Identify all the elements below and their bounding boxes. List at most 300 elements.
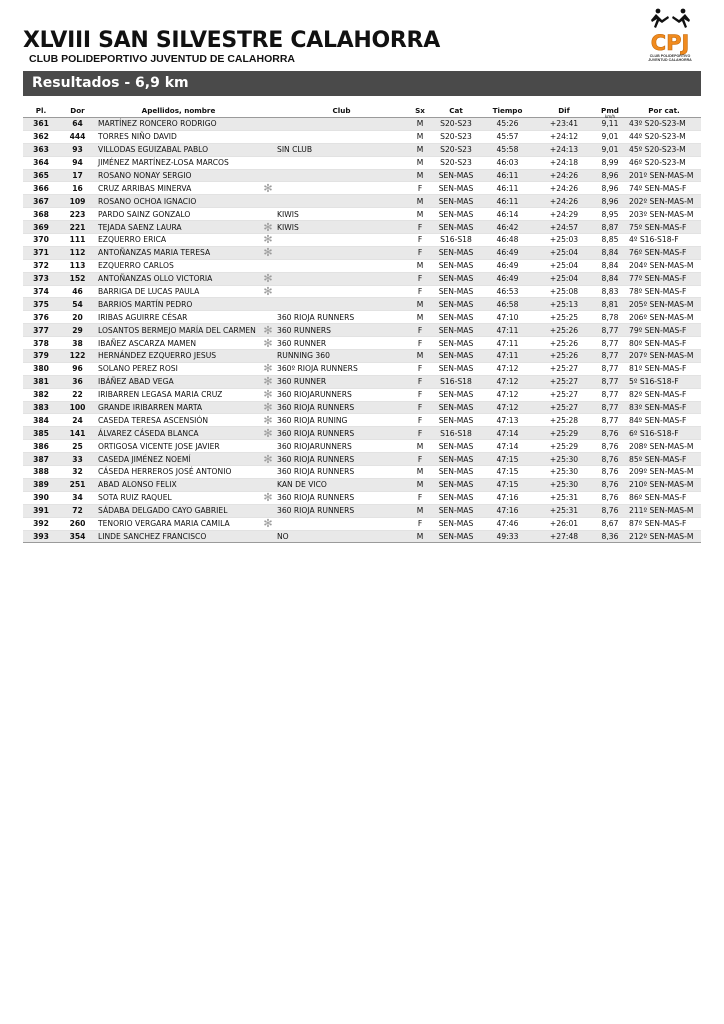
cell-porcat: 207º SEN-MAS-M (627, 350, 701, 363)
cell-name: TEJADA SAENZ LAURA (96, 221, 261, 234)
cell-club: 360 RIOJA RUNNERS (275, 311, 408, 324)
female-star-icon (261, 350, 275, 363)
female-star-icon: ✻ (261, 453, 275, 466)
cell-pmd: 8,76 (593, 504, 627, 517)
cell-tiempo: 46:53 (480, 285, 535, 298)
cell-sx: M (408, 530, 432, 543)
cell-pmd: 8,83 (593, 285, 627, 298)
cell-dor: 354 (59, 530, 96, 543)
logo-caption: CLUB POLIDEPORTIVO JUVENTUD CALAHORRA (648, 54, 692, 62)
cell-porcat: 209º SEN-MAS-M (627, 466, 701, 479)
cell-cat: S16-S18 (432, 375, 480, 388)
cell-porcat: 85º SEN-MAS-F (627, 453, 701, 466)
cell-club: KIWIS (275, 208, 408, 221)
cell-dif: +24:29 (535, 208, 593, 221)
cell-tiempo: 47:12 (480, 375, 535, 388)
cell-club: KIWIS (275, 221, 408, 234)
cell-pmd: 8,76 (593, 478, 627, 491)
cell-sx: M (408, 208, 432, 221)
cell-porcat: 210º SEN-MAS-M (627, 478, 701, 491)
cell-porcat: 5º S16-S18-F (627, 375, 701, 388)
cell-tiempo: 46:49 (480, 259, 535, 272)
cell-dor: 34 (59, 491, 96, 504)
cell-pl: 370 (23, 234, 59, 247)
cell-club: 360 RIOJARUNNERS (275, 388, 408, 401)
cell-pl: 382 (23, 388, 59, 401)
cell-club: 360º RIOJA RUNNERS (275, 362, 408, 375)
col-header-star (261, 104, 275, 118)
col-header-porcat: Por cat. (627, 104, 701, 118)
cell-dif: +25:30 (535, 478, 593, 491)
cell-pl: 362 (23, 130, 59, 143)
cell-club (275, 234, 408, 247)
cell-dor: 444 (59, 130, 96, 143)
cell-pl: 388 (23, 466, 59, 479)
cell-pl: 384 (23, 414, 59, 427)
cell-dor: 20 (59, 311, 96, 324)
cell-porcat: 211º SEN-MAS-M (627, 504, 701, 517)
cell-dor: 223 (59, 208, 96, 221)
female-star-icon (261, 208, 275, 221)
cell-cat: S20-S23 (432, 143, 480, 156)
cell-pmd: 8,77 (593, 337, 627, 350)
cell-pmd: 8,76 (593, 466, 627, 479)
female-star-icon (261, 311, 275, 324)
table-row (23, 440, 701, 453)
cell-name: JIMÉNEZ MARTÍNEZ-LOSA MARCOS (96, 156, 261, 169)
cell-tiempo: 45:57 (480, 130, 535, 143)
cell-sx: M (408, 298, 432, 311)
cell-club: 360 RUNNERS (275, 324, 408, 337)
table-row (23, 259, 701, 272)
cell-pl: 364 (23, 156, 59, 169)
cell-name: SOLANO PEREZ ROSI (96, 362, 261, 375)
cell-club (275, 298, 408, 311)
cell-sx: M (408, 143, 432, 156)
table-row (23, 350, 701, 363)
cell-porcat: 75º SEN-MAS-F (627, 221, 701, 234)
female-star-icon (261, 143, 275, 156)
cell-sx: F (408, 517, 432, 530)
cell-name: LINDE SANCHEZ FRANCISCO (96, 530, 261, 543)
cell-dif: +25:28 (535, 414, 593, 427)
runners-icon (651, 9, 690, 28)
cell-porcat: 202º SEN-MAS-M (627, 195, 701, 208)
cell-pmd: 8,36 (593, 530, 627, 543)
cell-cat: SEN-MAS (432, 478, 480, 491)
results-banner-title: Resultados - 6,9 km (32, 75, 189, 91)
female-star-icon: ✻ (261, 324, 275, 337)
cell-name: ÁLVAREZ CÁSEDA BLANCA (96, 427, 261, 440)
cell-cat: SEN-MAS (432, 388, 480, 401)
cell-sx: F (408, 182, 432, 195)
cell-dor: 112 (59, 246, 96, 259)
cell-pl: 363 (23, 143, 59, 156)
cell-pmd: 8,77 (593, 362, 627, 375)
cell-pmd: 8,76 (593, 440, 627, 453)
cell-name: HERNÁNDEZ EZQUERRO JESUS (96, 350, 261, 363)
table-row (23, 427, 701, 440)
cell-name: IBAÑEZ ASCARZA MAMEN (96, 337, 261, 350)
cell-name: CÁSEDA HERREROS JOSÉ ANTONIO (96, 466, 261, 479)
cell-club (275, 156, 408, 169)
table-row (23, 156, 701, 169)
cell-cat: SEN-MAS (432, 453, 480, 466)
cell-tiempo: 47:15 (480, 466, 535, 479)
cell-cat: SEN-MAS (432, 311, 480, 324)
cell-dor: 93 (59, 143, 96, 156)
cell-pmd: 8,85 (593, 234, 627, 247)
cell-pl: 389 (23, 478, 59, 491)
cell-club (275, 285, 408, 298)
table-row (23, 195, 701, 208)
table-row (23, 491, 701, 504)
cell-sx: M (408, 311, 432, 324)
female-star-icon: ✻ (261, 337, 275, 350)
cell-dor: 72 (59, 504, 96, 517)
cell-dif: +25:25 (535, 311, 593, 324)
cell-tiempo: 46:49 (480, 246, 535, 259)
cell-tiempo: 46:42 (480, 221, 535, 234)
cell-pl: 380 (23, 362, 59, 375)
cell-pl: 385 (23, 427, 59, 440)
cell-pl: 366 (23, 182, 59, 195)
cell-sx: F (408, 414, 432, 427)
cell-sx: F (408, 362, 432, 375)
cell-sx: M (408, 259, 432, 272)
cell-sx: F (408, 453, 432, 466)
cell-tiempo: 46:58 (480, 298, 535, 311)
cell-club (275, 517, 408, 530)
cell-name: BARRIGA DE LUCAS PAULA (96, 285, 261, 298)
cell-pmd: 8,67 (593, 517, 627, 530)
cell-dif: +24:12 (535, 130, 593, 143)
cell-pmd: 8,84 (593, 272, 627, 285)
cell-sx: F (408, 375, 432, 388)
cell-dif: +25:27 (535, 375, 593, 388)
cell-sx: F (408, 427, 432, 440)
cell-cat: SEN-MAS (432, 401, 480, 414)
cell-dif: +25:26 (535, 350, 593, 363)
cell-dif: +24:26 (535, 182, 593, 195)
cell-dif: +25:26 (535, 324, 593, 337)
cell-pl: 376 (23, 311, 59, 324)
results-body (23, 118, 701, 543)
cell-dor: 221 (59, 221, 96, 234)
cell-club: 360 RIOJA RUNNERS (275, 427, 408, 440)
cell-sx: F (408, 246, 432, 259)
table-row (23, 182, 701, 195)
cell-cat: SEN-MAS (432, 298, 480, 311)
cell-tiempo: 47:46 (480, 517, 535, 530)
cell-name: SÁDABA DELGADO CAYO GABRIEL (96, 504, 261, 517)
cell-dif: +24:18 (535, 156, 593, 169)
cell-pl: 383 (23, 401, 59, 414)
cell-club (275, 246, 408, 259)
female-star-icon (261, 259, 275, 272)
cell-name: GRANDE IRIBARREN MARTA (96, 401, 261, 414)
cell-cat: SEN-MAS (432, 169, 480, 182)
cell-club (275, 272, 408, 285)
cell-pmd: 8,81 (593, 298, 627, 311)
cell-tiempo: 47:15 (480, 453, 535, 466)
table-row (23, 478, 701, 491)
cell-dif: +23:41 (535, 118, 593, 131)
pmd-unit: km/h (604, 114, 616, 119)
cell-club (275, 169, 408, 182)
cell-porcat: 206º SEN-MAS-M (627, 311, 701, 324)
cell-tiempo: 47:16 (480, 491, 535, 504)
table-row (23, 208, 701, 221)
cell-name: ABAD ALONSO FELIX (96, 478, 261, 491)
cell-cat: SEN-MAS (432, 272, 480, 285)
cell-porcat: 44º S20-S23-M (627, 130, 701, 143)
cell-cat: SEN-MAS (432, 491, 480, 504)
cell-porcat: 74º SEN-MAS-F (627, 182, 701, 195)
cell-name: CRUZ ARRIBAS MINERVA (96, 182, 261, 195)
cell-name: ANTOÑANZAS OLLO VICTORIA (96, 272, 261, 285)
cell-name: TORRES NIÑO DAVID (96, 130, 261, 143)
cell-porcat: 205º SEN-MAS-M (627, 298, 701, 311)
cell-pl: 379 (23, 350, 59, 363)
pmd-label: Pmd (601, 106, 619, 115)
female-star-icon (261, 440, 275, 453)
cell-pmd: 8,96 (593, 195, 627, 208)
cell-porcat: 77º SEN-MAS-F (627, 272, 701, 285)
cell-pl: 369 (23, 221, 59, 234)
cell-tiempo: 46:49 (480, 272, 535, 285)
female-star-icon (261, 169, 275, 182)
cell-cat: SEN-MAS (432, 208, 480, 221)
cell-dor: 260 (59, 517, 96, 530)
cell-dif: +26:01 (535, 517, 593, 530)
cell-porcat: 83º SEN-MAS-F (627, 401, 701, 414)
cell-dor: 29 (59, 324, 96, 337)
logo-text: CPJ (650, 31, 690, 55)
cell-cat: SEN-MAS (432, 259, 480, 272)
cell-pl: 393 (23, 530, 59, 543)
cell-club: 360 RUNNER (275, 375, 408, 388)
female-star-icon: ✻ (261, 401, 275, 414)
female-star-icon (261, 118, 275, 131)
cell-cat: S16-S18 (432, 234, 480, 247)
cell-pmd: 9,01 (593, 143, 627, 156)
female-star-icon (261, 156, 275, 169)
cell-sx: M (408, 478, 432, 491)
cell-pl: 386 (23, 440, 59, 453)
female-star-icon: ✻ (261, 388, 275, 401)
cell-dif: +25:30 (535, 453, 593, 466)
cell-cat: SEN-MAS (432, 337, 480, 350)
cell-pl: 390 (23, 491, 59, 504)
cell-dif: +24:13 (535, 143, 593, 156)
cell-dif: +25:04 (535, 272, 593, 285)
cell-pl: 392 (23, 517, 59, 530)
cell-porcat: 212º SEN-MAS-M (627, 530, 701, 543)
table-row (23, 401, 701, 414)
table-row (23, 453, 701, 466)
table-row (23, 130, 701, 143)
cell-porcat: 79º SEN-MAS-F (627, 324, 701, 337)
cell-pl: 391 (23, 504, 59, 517)
cell-dif: +25:08 (535, 285, 593, 298)
cell-pmd: 8,95 (593, 208, 627, 221)
cell-dor: 25 (59, 440, 96, 453)
cell-pmd: 8,77 (593, 350, 627, 363)
cell-porcat: 6º S16-S18-F (627, 427, 701, 440)
cell-cat: S20-S23 (432, 130, 480, 143)
cell-dor: 122 (59, 350, 96, 363)
cell-pl: 373 (23, 272, 59, 285)
cell-dor: 16 (59, 182, 96, 195)
cell-dor: 24 (59, 414, 96, 427)
cell-porcat: 43º S20-S23-M (627, 118, 701, 131)
cell-dif: +25:26 (535, 337, 593, 350)
table-row (23, 362, 701, 375)
cell-cat: SEN-MAS (432, 466, 480, 479)
cell-club: SIN CLUB (275, 143, 408, 156)
cell-dif: +25:31 (535, 504, 593, 517)
cell-sx: M (408, 156, 432, 169)
cell-dif: +25:27 (535, 388, 593, 401)
cell-pmd: 8,99 (593, 156, 627, 169)
cell-club (275, 195, 408, 208)
cell-tiempo: 46:11 (480, 195, 535, 208)
cell-club: 360 RIOJA RUNNERS (275, 491, 408, 504)
cell-sx: M (408, 350, 432, 363)
cell-dif: +24:26 (535, 195, 593, 208)
cell-dor: 109 (59, 195, 96, 208)
page-title: XLVIII SAN SILVESTRE CALAHORRA (23, 28, 440, 53)
table-row (23, 375, 701, 388)
cell-name: BARRIOS MARTÍN PEDRO (96, 298, 261, 311)
table-row (23, 311, 701, 324)
cell-club: NO (275, 530, 408, 543)
table-row (23, 285, 701, 298)
cell-cat: SEN-MAS (432, 530, 480, 543)
cell-dif: +25:31 (535, 491, 593, 504)
cell-club: 360 RIOJARUNNERS (275, 440, 408, 453)
female-star-icon: ✻ (261, 491, 275, 504)
cell-name: CASEDA TERESA ASCENSIÓN (96, 414, 261, 427)
cell-club: 360 RIOJA RUNNERS (275, 453, 408, 466)
results-banner (23, 71, 701, 96)
cell-pl: 381 (23, 375, 59, 388)
cell-pl: 378 (23, 337, 59, 350)
cell-name: VILLODAS EGUIZABAL PABLO (96, 143, 261, 156)
cell-porcat: 80º SEN-MAS-F (627, 337, 701, 350)
female-star-icon (261, 530, 275, 543)
cell-cat: SEN-MAS (432, 362, 480, 375)
cell-dor: 111 (59, 234, 96, 247)
cell-pmd: 8,78 (593, 311, 627, 324)
cell-club: RUNNING 360 (275, 350, 408, 363)
cell-name: MARTÍNEZ RONCERO RODRIGO (96, 118, 261, 131)
cell-porcat: 82º SEN-MAS-F (627, 388, 701, 401)
cell-pmd: 8,77 (593, 375, 627, 388)
cell-tiempo: 46:11 (480, 182, 535, 195)
cell-tiempo: 47:13 (480, 414, 535, 427)
cell-sx: F (408, 272, 432, 285)
cell-dor: 64 (59, 118, 96, 131)
cell-porcat: 87º SEN-MAS-F (627, 517, 701, 530)
cell-dif: +24:57 (535, 221, 593, 234)
cell-club (275, 130, 408, 143)
cell-dif: +25:13 (535, 298, 593, 311)
cell-tiempo: 46:48 (480, 234, 535, 247)
cell-cat: SEN-MAS (432, 517, 480, 530)
cell-cat: SEN-MAS (432, 182, 480, 195)
cell-tiempo: 47:12 (480, 388, 535, 401)
table-row (23, 298, 701, 311)
table-row (23, 337, 701, 350)
cell-dor: 38 (59, 337, 96, 350)
table-row (23, 517, 701, 530)
cell-pmd: 8,84 (593, 259, 627, 272)
cell-tiempo: 47:11 (480, 337, 535, 350)
female-star-icon: ✻ (261, 182, 275, 195)
female-star-icon: ✻ (261, 414, 275, 427)
female-star-icon: ✻ (261, 272, 275, 285)
cell-pl: 375 (23, 298, 59, 311)
cell-club: 360 RIOJA RUNNERS (275, 401, 408, 414)
cell-dor: 46 (59, 285, 96, 298)
table-row (23, 466, 701, 479)
female-star-icon: ✻ (261, 427, 275, 440)
cell-pmd: 8,96 (593, 182, 627, 195)
col-header-pl: Pl. (23, 104, 59, 118)
table-row (23, 246, 701, 259)
cell-sx: F (408, 337, 432, 350)
female-star-icon: ✻ (261, 221, 275, 234)
cell-tiempo: 47:14 (480, 440, 535, 453)
cell-porcat: 84º SEN-MAS-F (627, 414, 701, 427)
cell-porcat: 81º SEN-MAS-F (627, 362, 701, 375)
table-header-row (23, 104, 701, 118)
cell-sx: F (408, 388, 432, 401)
cell-tiempo: 47:16 (480, 504, 535, 517)
cell-name: EZQUERRO ERICA (96, 234, 261, 247)
cell-cat: S20-S23 (432, 156, 480, 169)
cell-dor: 22 (59, 388, 96, 401)
cell-dif: +25:04 (535, 259, 593, 272)
cell-pmd: 9,11 (593, 118, 627, 131)
table-row (23, 234, 701, 247)
cell-tiempo: 45:58 (480, 143, 535, 156)
female-star-icon: ✻ (261, 285, 275, 298)
cell-sx: F (408, 221, 432, 234)
female-star-icon: ✻ (261, 246, 275, 259)
cell-sx: F (408, 491, 432, 504)
cell-cat: SEN-MAS (432, 414, 480, 427)
female-star-icon (261, 195, 275, 208)
cell-porcat: 203º SEN-MAS-M (627, 208, 701, 221)
cell-pmd: 8,76 (593, 453, 627, 466)
cell-sx: F (408, 324, 432, 337)
cell-club: 360 RIOJA RUNNERS (275, 504, 408, 517)
cell-dif: +25:04 (535, 246, 593, 259)
table-row (23, 414, 701, 427)
cell-dor: 141 (59, 427, 96, 440)
cell-cat: SEN-MAS (432, 221, 480, 234)
cell-pl: 365 (23, 169, 59, 182)
cell-sx: M (408, 118, 432, 131)
female-star-icon: ✻ (261, 234, 275, 247)
cell-name: SOTA RUIZ RAQUEL (96, 491, 261, 504)
col-header-pmd (593, 104, 627, 118)
cell-sx: M (408, 169, 432, 182)
table-row (23, 169, 701, 182)
